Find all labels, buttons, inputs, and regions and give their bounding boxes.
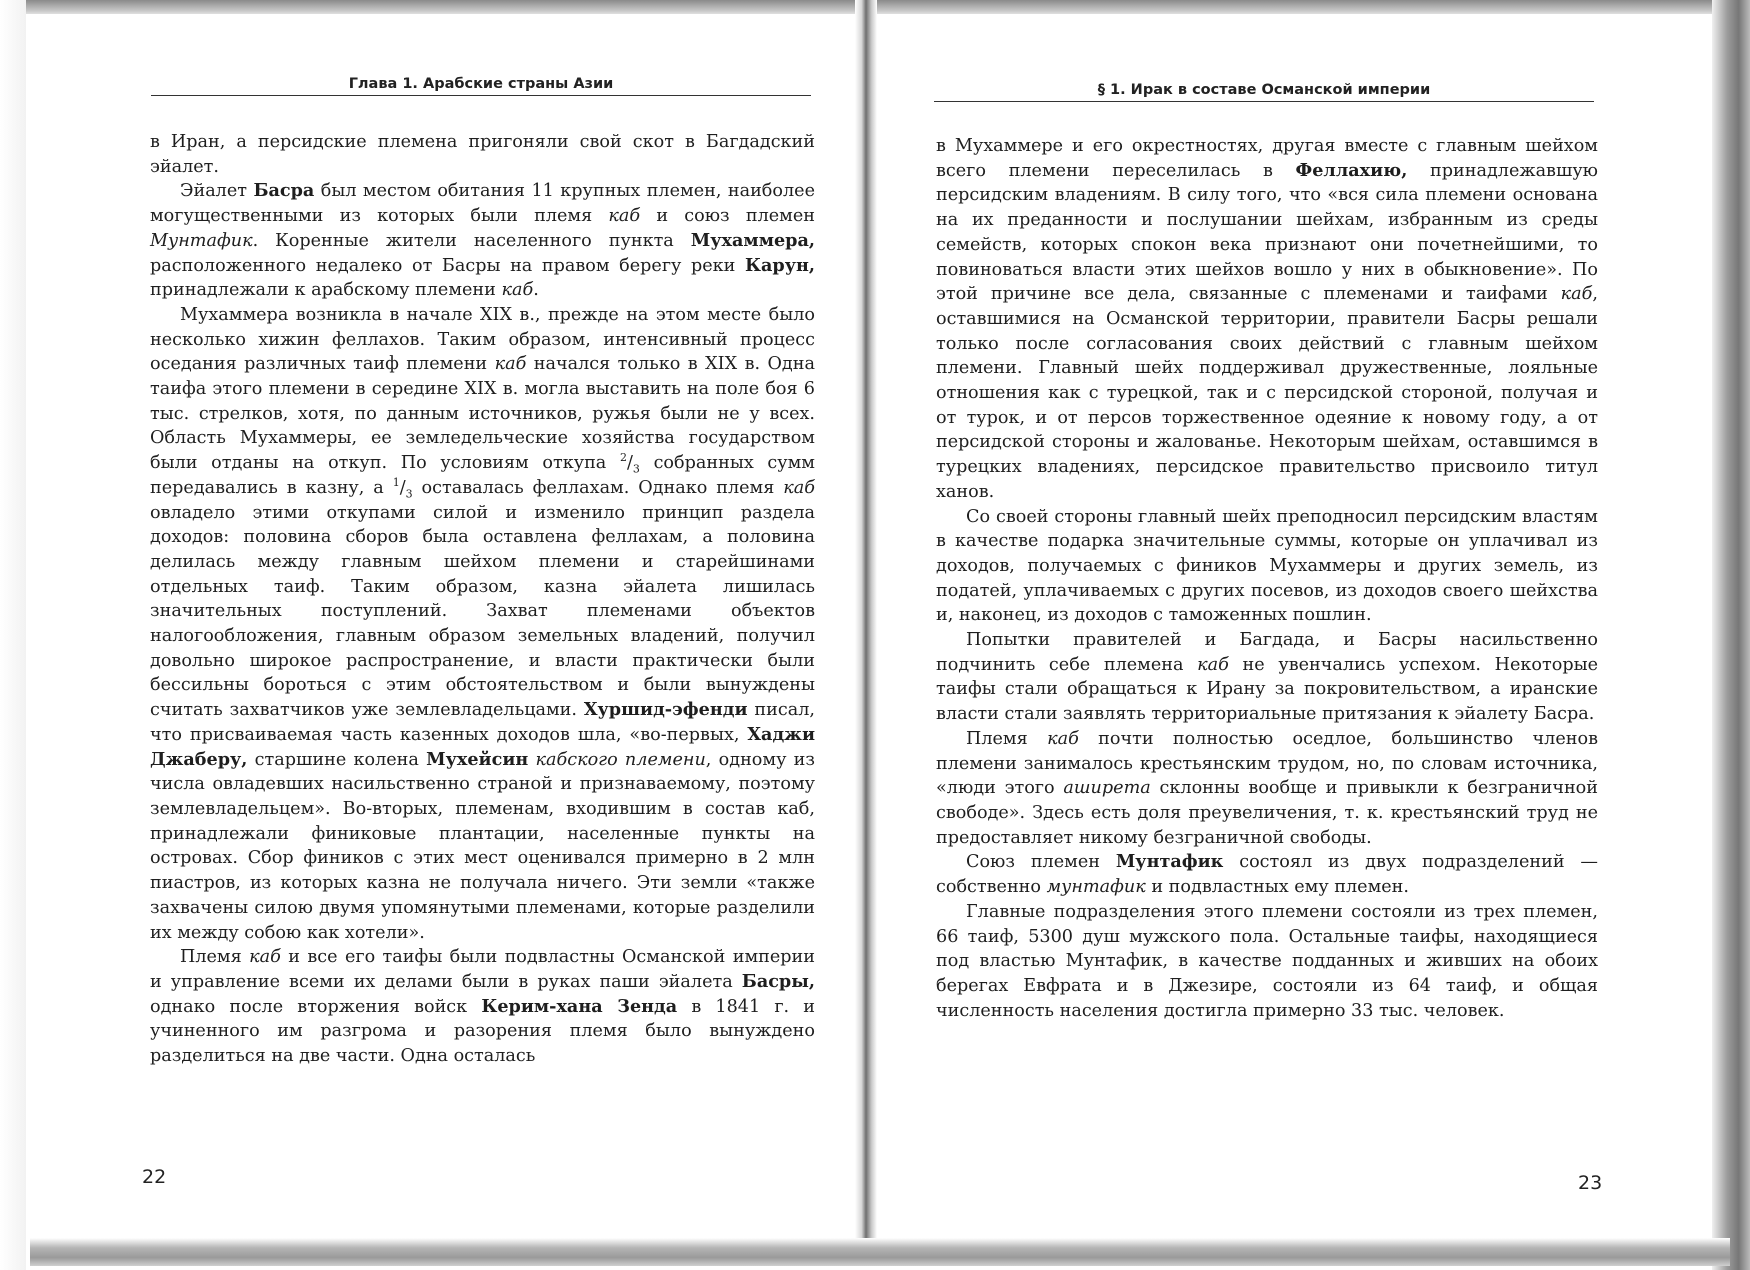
bold-term: Басры, (741, 970, 815, 992)
body-text-left (150, 130, 815, 1069)
text-run: не увенчались успехом. Некоторые таифы стали обращаться к Ирану за покровительством, а иранские власти стали заявлять территориальные притязания к эйалету Басра. (936, 654, 1598, 725)
text-run: в 1841 г. и учиненного им разгрома и разорения племя было вынуждено разделиться на две части. Одна осталась (150, 996, 816, 1067)
page-number-right: 23 (1578, 1172, 1603, 1194)
text-run: и все его таифы были подвластны Османской империи и управление всеми их делами были в руках паши эйалета (150, 947, 816, 992)
text-run: / (399, 477, 406, 498)
italic-term: каб (501, 280, 534, 301)
scan-bottom-shadow (30, 1238, 1730, 1266)
italic-term: кабского племени (535, 749, 706, 770)
italic-term: каб (783, 477, 815, 498)
bold-term: Хуршид-эфенди (583, 699, 748, 721)
text-run: в Иран, а персидские племена пригоняли свой скот в Багдадский эйалет. (150, 132, 815, 177)
text-run (528, 750, 535, 770)
text-run: почти полностью оседлое, большинство членов племени занималось крестьянским трудом, но, по словам источника, «люди этого (936, 728, 1598, 799)
bold-term: Мунтафик (1115, 851, 1224, 873)
text-run: однако после вторжения войск (150, 996, 482, 1017)
italic-term: Мунтафик (150, 230, 253, 251)
left-page (26, 14, 861, 1239)
text-run: . Коренные жители населенного пункта (252, 230, 691, 251)
paragraph (936, 850, 1598, 899)
text-run: овладело этими откупами силой и изменило принцип раздела доходов: половина сборов была оставлена феллахам, а половина делилась между главным шейхом племени и старейшинами отдельных таиф. Таким образом, казна эйалета лишилась значительных поступлений. Захват племенами объектов налогообложения, главным образом земельных владений, получил довольно широкое распространение, и власти практически были бессильны бороться с этим обстоятельством и были вынуждены считать захватчиков уже землевладельцами. (150, 502, 815, 721)
paragraph (936, 628, 1598, 727)
text-run: собранных сумм передавались в казну, а (150, 453, 815, 498)
text-run: принадлежавшую персидским владениям. В силу того, что «вся сила племени основана на их преданности и послушании шейхам, избранным из среды семейств, которых спокон века признают они почетнейшими, то повиноваться власти этих шейхов вошло у них в обыкновение». По этой причине все дела, связанные с племенами и таифами (936, 160, 1598, 305)
italic-term: аширета (1063, 778, 1151, 799)
italic-term: мунтафик (1046, 877, 1146, 898)
text-run: . (533, 280, 539, 301)
italic-term: каб (608, 206, 641, 227)
paragraph (936, 727, 1598, 851)
book-spine (855, 0, 877, 1250)
text-run: расположенного недалеко от Басры на правом берегу реки (150, 255, 746, 276)
text-run: Племя (180, 947, 250, 968)
text-run: Попытки правителей и Багдада, и Басры насильственно подчинить себе племена (936, 630, 1598, 675)
bold-term: Феллахию, (1295, 159, 1408, 181)
bold-term: Мухейсин (426, 748, 529, 770)
text-run: Мухаммера возникла в начале XIX в., прежде на этом месте было несколько хижин феллахов. Таким образом, интенсивный процесс оседания различных таиф племени (150, 304, 815, 375)
paragraph (936, 900, 1598, 1024)
fraction-part: 1 (392, 475, 400, 489)
text-run: и союз племен (640, 206, 815, 227)
text-run: оставалась феллахам. Однако племя (412, 477, 784, 498)
italic-term: каб (1047, 728, 1079, 749)
italic-term: каб (249, 947, 281, 968)
text-run: / (626, 453, 633, 474)
text-run: в Мухаммере и его окрестностях, другая вместе с главным шейхом всего племени переселилась в (936, 136, 1598, 181)
text-run: старшине колена (247, 749, 427, 770)
fraction-part: 3 (632, 462, 640, 476)
text-run: был местом обитания 11 крупных племен, наиболее могущественными из которых были племя (150, 181, 815, 227)
bold-term: Карун, (745, 254, 815, 276)
bold-term: Мухаммера, (690, 229, 815, 251)
paragraph (150, 945, 815, 1069)
paragraph (150, 130, 815, 179)
text-run: , оставшимися на Османской территории, правители Басры решали только после согласования своих действий с главным шейхом племени. Главный шейх поддерживал дружественные, лояльные отношения как с турецкой, так и с персидской стороной, получая и от турок, и от персов торжественное одеяние к новому году, а от персидской стороны и жалованье. Некоторым шейхам, оставшимся в турецких владениях, персидское правительство присвоило титул ханов. (936, 284, 1598, 502)
text-run: принадлежали к арабскому племени (150, 280, 502, 301)
body-text-right (936, 134, 1598, 1023)
text-run: писал, что присваиваемая часть казенных доходов шла, «во-первых, (150, 700, 815, 745)
paragraph (150, 303, 815, 945)
text-run: , одному из числа овладевших насильственно страной и признаваемому, поэтому землевладельцем». Во-вторых, племенам, входившим в состав каб, принадлежали финиковые плантации, населенные пункты на островах. Сбор фиников с этих мест оценивался примерно в 2 млн пиастров, из которых казна не получала ничего. Эти земли «также захвачены силою двумя упомянутыми племенами, которые разделили их между собою как хотели». (150, 749, 815, 943)
italic-term: каб (1197, 654, 1229, 675)
text-run: склонны вообще и привыкли к безграничной свободе». Здесь есть доля преувеличения, т. к. крестьянский труд не предоставляет никому безграничной свободы. (936, 778, 1598, 848)
text-run: Главные подразделения этого племени состояли из трех племен, 66 таиф, 5300 душ мужского пола. Остальные таифы, находящиеся под властью Мунтафик, в качестве подданных и живших на обоих берегах Евфрата и в Джезире, состояли из 64 таиф, и общая численность населения достигла примерно 33 тыс. человек. (936, 901, 1598, 1021)
bold-term: Керим-хана Зенда (481, 995, 678, 1017)
text-run: Племя (966, 728, 1048, 749)
scan-right-edge (1712, 0, 1750, 1270)
text-run: Со своей стороны главный шейх преподносил персидским властям в качестве подарка значительные суммы, которые он уплачивал из доходов, получаемых с фиников Мухаммеры и других земель, из податей, уплачиваемых с других посевов, из доходов своего шейхства и, наконец, из доходов с таможенных пошлин. (936, 506, 1598, 626)
page-number-left: 22 (142, 1166, 167, 1188)
paragraph (936, 505, 1598, 629)
running-head-left: Глава 1. Арабские страны Азии (151, 76, 811, 96)
scan-left-edge (0, 0, 26, 1270)
italic-term: каб (494, 354, 527, 375)
bold-term: Басра (253, 180, 315, 202)
fraction-part: 2 (619, 451, 627, 465)
fraction-part: 3 (405, 487, 413, 501)
paragraph (150, 179, 815, 303)
italic-term: каб (1560, 284, 1593, 305)
text-run: и подвластных ему племен. (1145, 877, 1410, 898)
running-head-right: § 1. Ирак в составе Османской империи (934, 82, 1594, 102)
text-run: состоял из двух подразделений — собственно (936, 852, 1598, 898)
right-page (872, 14, 1712, 1239)
paragraph (936, 134, 1598, 505)
bold-term: Хаджи Джаберу, (150, 723, 815, 770)
text-run: начался только в XIX в. Одна таифа этого племени в середине XIX в. могла выставить на поле боя 6 тыс. стрелков, хотя, по данным источников, ружья были не у всех. Область Мухаммеры, ее земледельческие хозяйства государством были отданы на откуп. По условиям откупа (150, 354, 815, 474)
text-run: Союз племен (966, 852, 1116, 873)
text-run: Эйалет (180, 181, 254, 202)
